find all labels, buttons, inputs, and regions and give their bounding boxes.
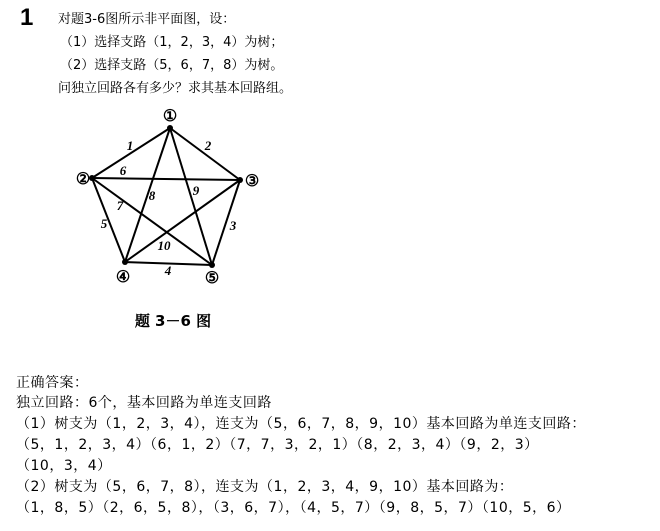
node-label-2: ②: [75, 169, 91, 188]
edge-label-10: 10: [157, 238, 171, 253]
edge-label-7: 7: [116, 198, 124, 213]
edge-label-9: 9: [192, 183, 200, 198]
question-prompt: 问独立回路各有多少？求其基本回路组。: [58, 81, 293, 96]
node-dot-1: [167, 125, 173, 131]
question-text-line: 对题3-6图所示非平面图，设：: [58, 12, 236, 27]
edge-label-1: 1: [126, 138, 134, 153]
edge-label-3: 3: [229, 218, 237, 233]
question-option-1: （1）选择支路（1，2，3，4）为树；: [60, 35, 284, 50]
graph-figure: [70, 100, 270, 340]
answer-line: （10，3，4）: [16, 458, 112, 474]
node-label-4: ④: [115, 267, 131, 286]
answer-line: （2）树支为（5，6，7，8），连支为（1，2，3，4，9，10）基本回路为：: [16, 479, 514, 495]
edge-label-8: 8: [148, 188, 156, 203]
node-label-5: ⑤: [204, 268, 220, 287]
answer-heading: 正确答案：: [16, 375, 89, 391]
edge-label-2: 2: [204, 138, 212, 153]
edge-2: [170, 128, 240, 180]
answer-line: （1，8，5）（2，6，5，8），（3，6，7），（4，5，7）（9，8，5，7）（10，5，6）: [16, 500, 571, 516]
question-option-2: （2）选择支路（5，6，7，8）为树。: [60, 58, 284, 73]
edge-1: [92, 128, 170, 178]
edge-6: [92, 178, 240, 180]
figure-caption: 题 3－6 图: [134, 312, 212, 330]
edge-label-5: 5: [100, 216, 108, 231]
node-label-1: ①: [162, 106, 178, 125]
node-dot-4: [122, 259, 128, 265]
node-dot-3: [237, 177, 243, 183]
answer-line: （1）树支为（1，2，3，4），连支为（5，6，7，8，9，10）基本回路为单连支回路：: [16, 416, 586, 432]
node-label-3: ③: [244, 171, 260, 190]
edge-label-6: 6: [119, 163, 127, 178]
edge-10: [125, 180, 240, 262]
answer-line: 独立回路：6个，基本回路为单连支回路: [16, 395, 272, 411]
question-number: 1: [20, 4, 34, 31]
answer-line: （5，1，2，3，4）（6，1，2）（7，7，3，2，1）（8，2，3，4）（9，2，3）: [16, 437, 539, 453]
edge-label-4: 4: [164, 263, 172, 278]
